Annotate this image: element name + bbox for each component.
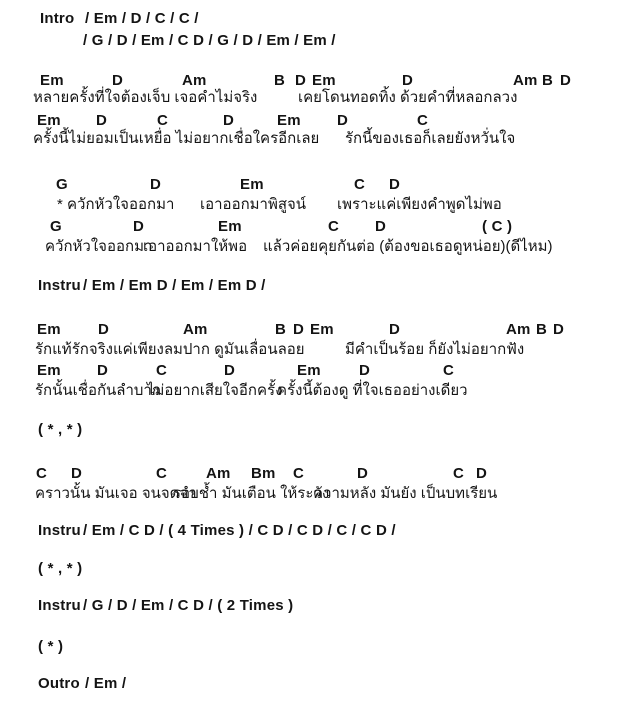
chord: C — [156, 362, 168, 379]
outro-line — [0, 675, 620, 694]
chord: Em — [37, 321, 61, 338]
chord-sequence: / Em / D / C / C / — [85, 10, 199, 27]
chord: C — [157, 112, 169, 129]
verse2-chord-row-1 — [0, 321, 620, 340]
chord: D — [560, 72, 572, 89]
section-label: Intro — [40, 10, 75, 27]
chord-sequence: / G / D / Em / C D / ( 2 Times ) — [83, 597, 294, 614]
chord: Am — [182, 72, 207, 89]
chord-sequence: / G / D / Em / C D / G / D / Em / Em / — [83, 32, 336, 49]
lyric-segment: ครั้งนี้ต้องดู ที่ใจเธออย่างเดียว — [277, 382, 468, 399]
verse2-lyric-row-1 — [0, 341, 620, 360]
chord: D — [402, 72, 414, 89]
lyric-segment: เคยโดนทอดทิ้ง ด้วยคำที่หลอกลวง — [298, 89, 518, 106]
chord: D — [476, 465, 488, 482]
chord: Am — [513, 72, 538, 89]
chord: B — [274, 72, 286, 89]
intro-line-2 — [0, 32, 620, 51]
lyric-segment: รักนี้ของเธอก็เลยยังหวั่นใจ — [345, 130, 516, 147]
chord: C — [417, 112, 429, 129]
chord-sequence: / Em / — [85, 675, 127, 692]
chord: D — [133, 218, 145, 235]
repeat-reference: ( * , * ) — [38, 560, 83, 577]
chord: Em — [37, 362, 61, 379]
section-label: Instru — [38, 597, 81, 614]
lyric-segment: รักแท้รักจริงแค่เพียงลมปาก ดูมันเลื่อนลอย — [35, 341, 305, 358]
instru-line-2 — [0, 522, 620, 541]
chord: Em — [310, 321, 334, 338]
lyric-segment: ครั้งนี้ไม่ยอมเป็นเหยื่อ ไม่อยากเชื่อใครอีกเลย — [33, 130, 320, 147]
chord: D — [112, 72, 124, 89]
chord: Em — [218, 218, 242, 235]
chorus-chord-row-1 — [0, 176, 620, 195]
verse1-chord-row-2 — [0, 112, 620, 131]
verse1-lyric-row-1 — [0, 89, 620, 108]
intro-line-1 — [0, 10, 620, 29]
chord: D — [389, 321, 401, 338]
chord: D — [150, 176, 162, 193]
lyric-segment: * ควักหัวใจออกมา — [57, 196, 175, 213]
chord: C — [443, 362, 455, 379]
chorus-lyric-row-2 — [0, 238, 620, 257]
lyric-segment: คราวนั้น มันเจอ จนจดจำ — [35, 485, 197, 502]
chord: B — [542, 72, 554, 89]
bridge-chord-row — [0, 465, 620, 484]
chord: D — [375, 218, 387, 235]
chord: Em — [240, 176, 264, 193]
chord: D — [223, 112, 235, 129]
chord: D — [98, 321, 110, 338]
repeat-mark-2 — [0, 560, 620, 579]
verse1-lyric-row-2 — [0, 130, 620, 149]
verse2-chord-row-2 — [0, 362, 620, 381]
chord: D — [357, 465, 369, 482]
chord: D — [293, 321, 305, 338]
chord: C — [328, 218, 340, 235]
chord-sequence: / Em / Em D / Em / Em D / — [83, 277, 266, 294]
lyric-segment: เอาออกมาพิสูจน์ — [200, 196, 307, 213]
lyric-segment: รอยช้ำ มันเตือน ให้ระวัง — [173, 485, 330, 502]
lyric-segment: มีคำเป็นร้อย ก็ยังไม่อยากฟัง — [345, 341, 525, 358]
verse2-lyric-row-2 — [0, 382, 620, 401]
chord: D — [71, 465, 83, 482]
chord: Em — [312, 72, 336, 89]
instru-line-1 — [0, 277, 620, 296]
chord: ( C ) — [482, 218, 513, 235]
chord: G — [56, 176, 68, 193]
chord-sequence: / Em / C D / ( 4 Times ) / C D / C D / C / C D / — [83, 522, 396, 539]
repeat-mark-1 — [0, 421, 620, 440]
chord: D — [337, 112, 349, 129]
lyric-segment: เพราะแค่เพียงคำพูดไม่พอ — [337, 196, 502, 213]
chord: D — [359, 362, 371, 379]
chord: Em — [277, 112, 301, 129]
chord: D — [97, 362, 109, 379]
repeat-reference: ( * ) — [38, 638, 64, 655]
chord: G — [50, 218, 62, 235]
chord: Am — [183, 321, 208, 338]
chord: D — [389, 176, 401, 193]
chord: D — [224, 362, 236, 379]
section-label: Instru — [38, 522, 81, 539]
repeat-mark-3 — [0, 638, 620, 657]
chord: D — [553, 321, 565, 338]
chord: B — [275, 321, 287, 338]
lyric-segment: ความหลัง มันยัง เป็นบทเรียน — [313, 485, 498, 502]
chord: Am — [206, 465, 231, 482]
instru-line-3 — [0, 597, 620, 616]
lyric-segment: ไม่อยากเสียใจอีกครั้ง — [147, 382, 283, 399]
chorus-lyric-row-1 — [0, 196, 620, 215]
lyric-segment: แล้วค่อยคุยกันต่อ (ต้องขอเธอดูหน่อย)(ดีไหม) — [263, 238, 553, 255]
chord: Am — [506, 321, 531, 338]
chord: C — [354, 176, 366, 193]
chord: C — [36, 465, 48, 482]
section-label: Outro — [38, 675, 80, 692]
chord: D — [295, 72, 307, 89]
repeat-reference: ( * , * ) — [38, 421, 83, 438]
chord: D — [96, 112, 108, 129]
lyric-segment: หลายครั้งที่ใจต้องเจ็บ เจอคำไม่จริง — [33, 89, 258, 106]
lyric-segment: เอาออกมาให้พอ — [143, 238, 248, 255]
chord: Em — [297, 362, 321, 379]
chord: C — [156, 465, 168, 482]
chord: Em — [37, 112, 61, 129]
chord: B — [536, 321, 548, 338]
chorus-chord-row-2 — [0, 218, 620, 237]
chord: C — [293, 465, 305, 482]
chord: Em — [40, 72, 64, 89]
lyric-segment: ควักหัวใจออกมา — [45, 238, 153, 255]
chord: C — [453, 465, 465, 482]
section-label: Instru — [38, 277, 81, 294]
chord: Bm — [251, 465, 276, 482]
bridge-lyric-row — [0, 485, 620, 504]
lyric-segment: รักนั้นเชื่อกันลำบาก — [35, 382, 161, 399]
